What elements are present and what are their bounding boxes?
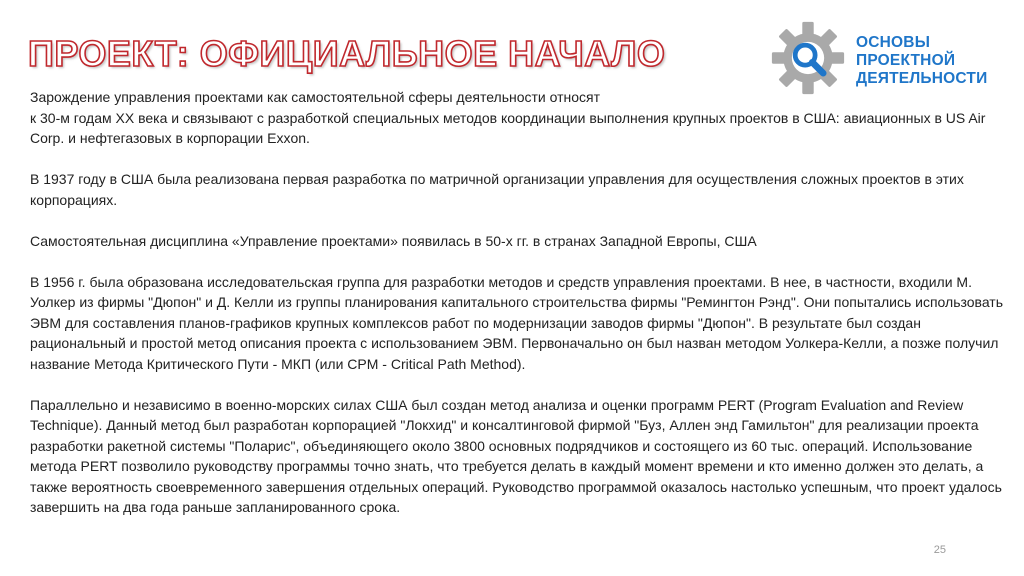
brand-line-2: ПРОЕКТНОЙ [856, 52, 956, 69]
paragraph-cpm: В 1956 г. была образована исследовательская группа для разработки методов и средств управления проектами. В нее, в частности, входили М. Уолкер из фирмы "Дюпон" и Д. Келли из группы планирования капитального строительства фирмы "Ремингтон Рэнд". Они попытались использовать ЭВМ для составления планов-графиков крупных комплексов работ по модернизации заводов фирмы "Дюпон". В результате был создан рациональный и простой метод описания проекта с использованием ЭВМ. Первоначально он был назван методом Уолкера-Келли, а позже получил название Метода Критического Пути - МКП (или CPM - Critical Path Method). [30, 273, 1003, 372]
brand-line-1: ОСНОВЫ [856, 34, 931, 51]
paragraph-pert: Параллельно и независимо в военно-морских силах США был создан метод анализа и оценки программ PERT (Program Evaluation and Review Technique). Данный метод был разработан корпорацией "Локхид" и консалтинговой фирмой "Буз, Аллен энд Гамильтон" для реализации проекта разработки ракетной системы "Поларис", объединяющего около 3800 основных подрядчиков и состоящего из 60 тыс. операций. Использование метода PERT позволило руководству программы точно знать, что требуется делать в каждый момент времени и кто именно должен это делать, а также вероятность своевременного завершения отдельных операций. Руководство программой оказалось настолько успешным, что проект удалось завершить на два года раньше запланированного срока. [30, 396, 1002, 515]
gear-magnifier-icon [770, 20, 846, 96]
paragraph-origin [30, 87, 1005, 149]
paragraph-discipline: Самостоятельная дисциплина «Управление проектами» появилась в 50-х гг. в странах Западной Европы, США [30, 232, 757, 249]
paragraph-1937: В 1937 году в США была реализована первая разработка по матричной организации управления для осуществления сложных проектов в этих корпорациях. [30, 171, 964, 208]
brand-line-3: ДЕЯТЕЛЬНОСТИ [856, 70, 988, 87]
brand-logo [770, 20, 987, 96]
paragraph-origin-line-1: Зарождение управления проектами как самостоятельной сферы деятельности относят [30, 89, 601, 105]
page-number: 25 [933, 544, 946, 556]
slide-body [30, 87, 1005, 518]
slide-title: ПРОЕКТ: ОФИЦИАЛЬНОЕ НАЧАЛО [28, 33, 666, 74]
paragraph-origin-line-2: к 30-м годам XX века и связывают с разработкой специальных методов координации выполнения крупных проектов в США: авиационных в US Air Corp. и нефтегазовых в корпорации Exxon. [30, 109, 986, 146]
brand-name [856, 34, 987, 88]
